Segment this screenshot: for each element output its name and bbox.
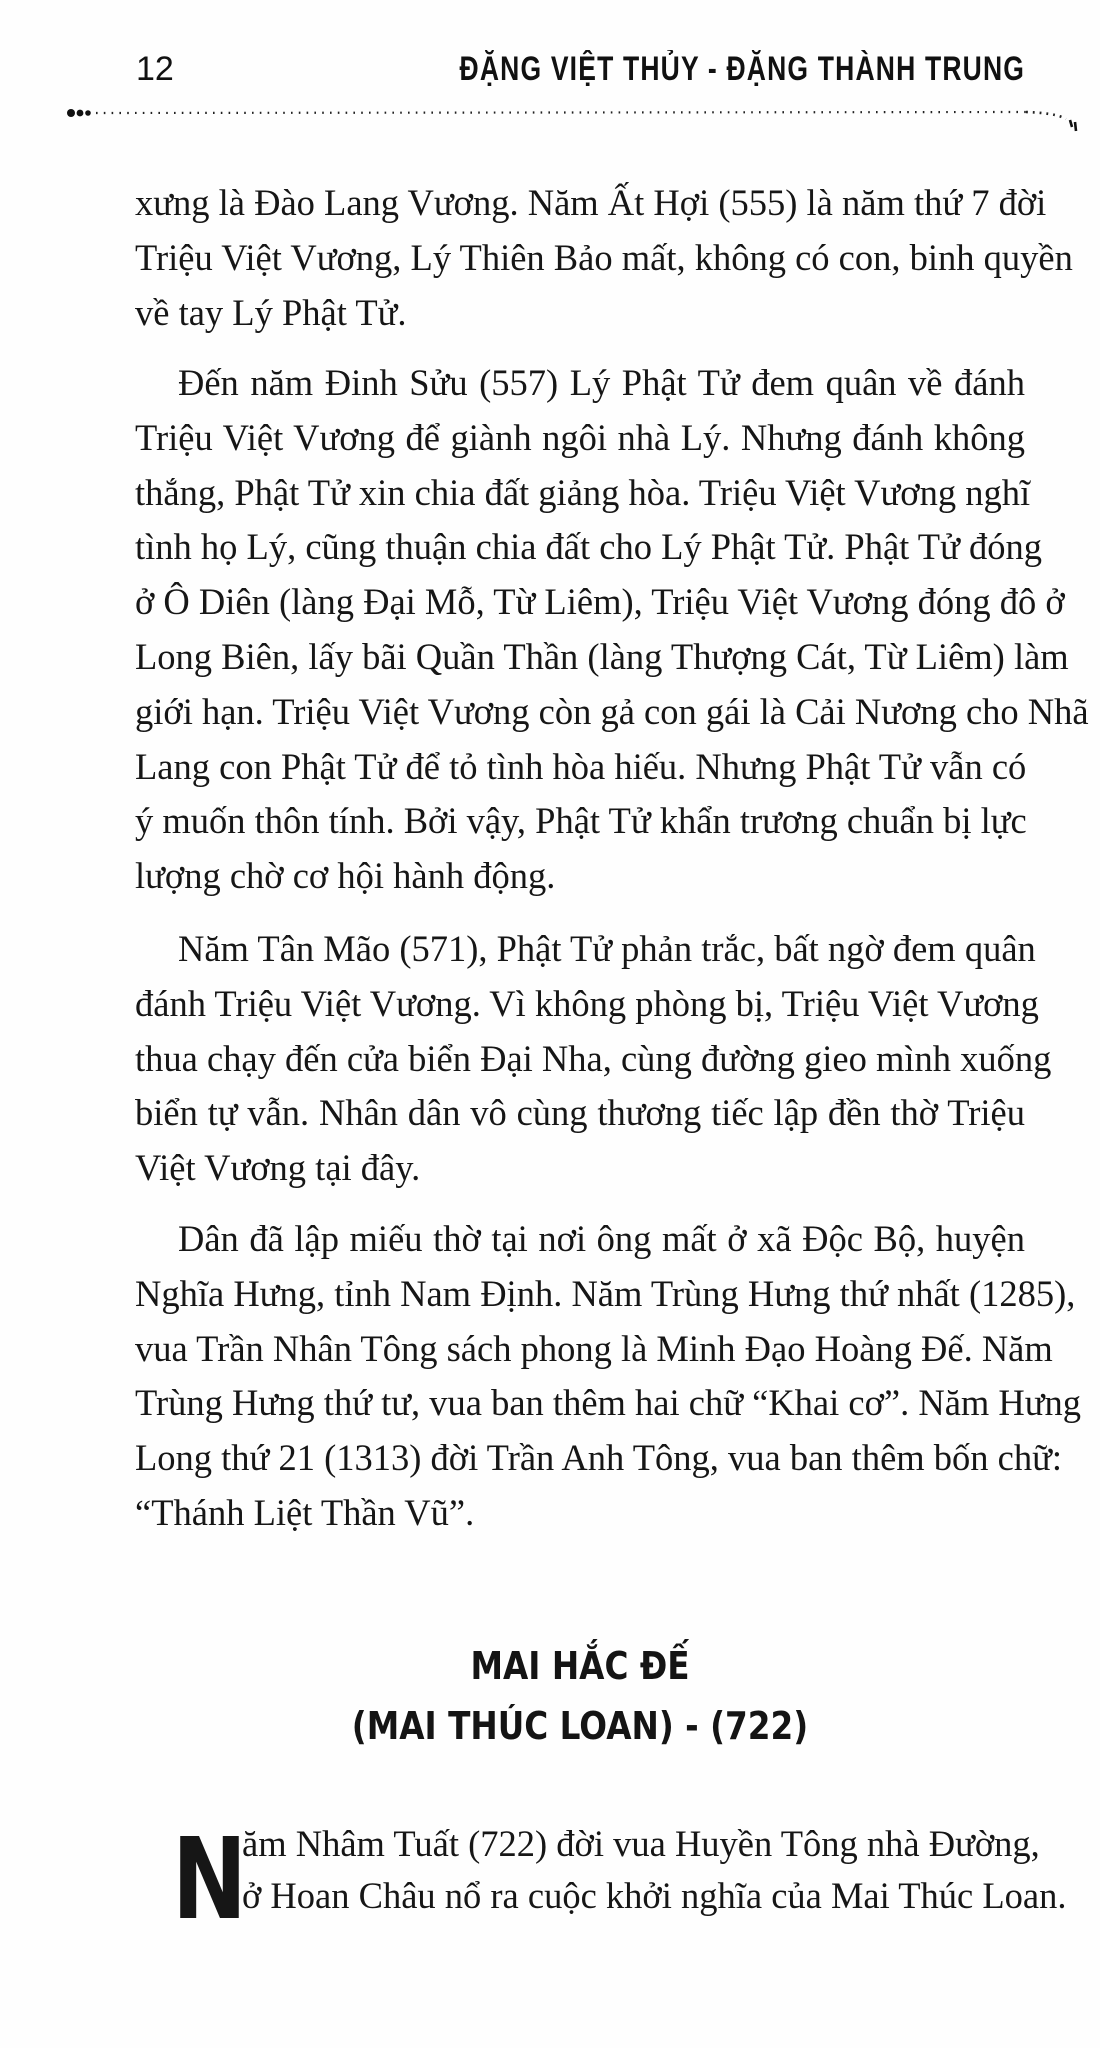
text-line: lượng chờ cơ hội hành động. <box>135 855 556 897</box>
paragraph-2 <box>135 356 1089 904</box>
drop-cap: N <box>172 1815 247 1945</box>
text-line: Lang con Phật Tử để tỏ tình hòa hiếu. Nhưng Phật Tử vẫn có <box>135 745 1027 787</box>
text-line: tình họ Lý, cũng thuận chia đất cho Lý Phật Tử. Phật Tử đóng <box>135 526 1042 568</box>
dotted-rule-ornament <box>66 106 1078 136</box>
text-line: ở Hoan Châu nổ ra cuộc khởi nghĩa của Mai Thúc Loan. <box>242 1875 1067 1916</box>
text-line: Năm Tân Mão (571), Phật Tử phản trắc, bất ngờ đem quân <box>178 928 1036 969</box>
paragraph-3 <box>135 922 1052 1196</box>
chapter-heading <box>135 1636 1025 1756</box>
page-number: 12 <box>136 50 174 88</box>
text-line: “Thánh Liệt Thần Vũ”. <box>135 1491 475 1533</box>
text-line: về tay Lý Phật Tử. <box>135 291 407 333</box>
text-line: Việt Vương tại đây. <box>135 1147 421 1189</box>
text-line: xưng là Đào Lang Vương. Năm Ất Hợi (555) là năm thứ 7 đời <box>135 182 1047 223</box>
text-line: Nghĩa Hưng, tỉnh Nam Định. Năm Trùng Hưng thứ nhất (1285), <box>135 1272 1076 1314</box>
drop-cap-text <box>242 1818 1067 1922</box>
text-line: Trùng Hưng thứ tư, vua ban thêm hai chữ “Khai cơ”. Năm Hưng <box>135 1382 1082 1424</box>
chapter-subtitle: (MAI THÚC LOAN) - (722) <box>351 1704 809 1748</box>
text-line: Triệu Việt Vương, Lý Thiên Bảo mất, không có con, binh quyền <box>135 236 1073 278</box>
text-line: Dân đã lập miếu thờ tại nơi ông mất ở xã Độc Bộ, huyện <box>178 1218 1025 1259</box>
text-line: Long thứ 21 (1313) đời Trần Anh Tông, vua ban thêm bốn chữ: <box>135 1437 1063 1479</box>
text-line: thua chạy đến cửa biển Đại Nha, cùng đường gieo mình xuống <box>135 1037 1052 1079</box>
text-line: Đến năm Đinh Sửu (557) Lý Phật Tử đem quân về đánh <box>178 362 1025 403</box>
text-line: giới hạn. Triệu Việt Vương còn gả con gái là Cải Nương cho Nhã <box>135 690 1089 732</box>
text-line: biển tự vẫn. Nhân dân vô cùng thương tiếc lập đền thờ Triệu <box>135 1092 1025 1134</box>
running-header <box>0 0 1100 140</box>
paragraph-4 <box>135 1212 1082 1541</box>
running-title: ĐẶNG VIỆT THỦY - ĐẶNG THÀNH TRUNG <box>459 50 1025 88</box>
text-line: thắng, Phật Tử xin chia đất giảng hòa. Triệu Việt Vương nghĩ <box>135 471 1031 513</box>
text-line: đánh Triệu Việt Vương. Vì không phòng bị, Triệu Việt Vương <box>135 982 1039 1024</box>
text-line: ở Ô Diên (làng Đại Mỗ, Từ Liêm), Triệu Việt Vương đóng đô ở <box>135 581 1065 623</box>
text-line: vua Trần Nhân Tông sách phong là Minh Đạo Hoàng Đế. Năm <box>135 1327 1053 1369</box>
text-line: Long Biên, lấy bãi Quần Thần (làng Thượng Cát, Từ Liêm) làm <box>135 635 1069 677</box>
paragraph-1 <box>135 176 1073 340</box>
chapter-title: MAI HẮC ĐẾ <box>470 1644 690 1688</box>
text-line: ý muốn thôn tính. Bởi vậy, Phật Tử khẩn trương chuẩn bị lực <box>135 800 1027 842</box>
text-line: ăm Nhâm Tuất (722) đời vua Huyền Tông nhà Đường, <box>242 1823 1040 1864</box>
text-line: Triệu Việt Vương để giành ngôi nhà Lý. Nhưng đánh không <box>135 416 1025 458</box>
